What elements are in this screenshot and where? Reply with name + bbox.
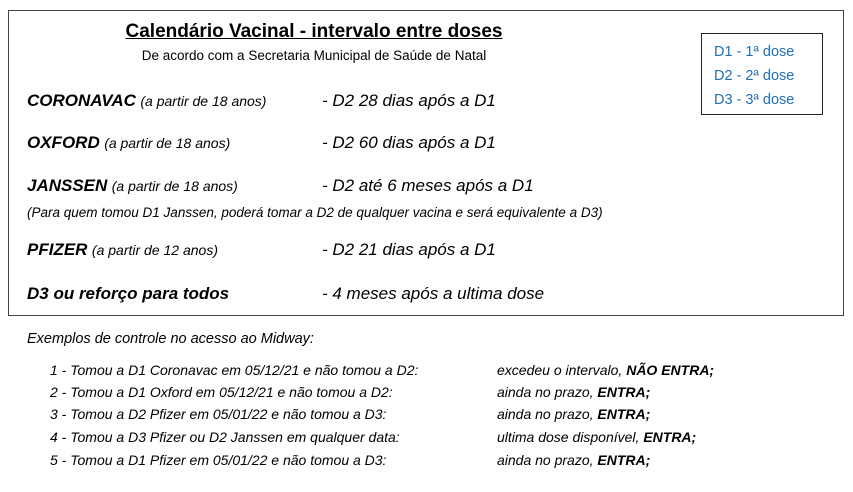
vaccine-age: (a partir de 18 anos) [104,135,231,151]
example-item [50,362,714,384]
example-status: ultima dose disponível, ENTRA; [497,429,697,445]
example-item [50,429,696,451]
example-item [50,406,650,428]
example-status: ainda no prazo, ENTRA; [497,452,651,468]
vaccine-name: CORONAVAC [27,91,136,110]
example-result: ENTRA; [597,406,651,422]
example-status: excedeu o intervalo, NÃO ENTRA; [497,362,715,378]
example-status: ainda no prazo, ENTRA; [497,406,651,422]
vaccine-name: JANSSEN [27,176,108,195]
vaccine-row-coronavac [27,91,496,115]
example-case: 2 - Tomou a D1 Oxford em 05/12/21 e não tomou a D2: [50,384,393,400]
legend-item-d2: D2 - 2ª dose [714,68,795,84]
example-case: 1 - Tomou a D1 Coronavac em 05/12/21 e não tomou a D2: [50,362,419,378]
vaccine-interval: - D2 até 6 meses após a D1 [322,176,534,195]
vaccine-row-booster [27,284,545,308]
vaccine-name: OXFORD [27,133,100,152]
dose-legend [701,33,823,115]
vaccine-age: (a partir de 18 anos) [111,178,238,194]
vaccine-interval: - 4 meses após a ultima dose [322,284,545,303]
vaccine-row-pfizer [27,240,496,264]
examples-title: Exemplos de controle no acesso ao Midway: [27,331,314,347]
vaccine-row-oxford [27,133,496,157]
example-case: 5 - Tomou a D1 Pfizer em 05/01/22 e não tomou a D3: [50,452,387,468]
legend-item-d3: D3 - 3ª dose [714,92,795,108]
page-title: Calendário Vacinal - intervalo entre doses [125,21,503,42]
vaccine-calendar-panel [8,10,844,316]
example-item [50,452,650,474]
vaccine-age: (a partir de 12 anos) [91,242,218,258]
example-case: 4 - Tomou a D3 Pfizer ou D2 Janssen em qualquer data: [50,429,400,445]
legend-item-d1: D1 - 1ª dose [714,44,795,60]
example-status: ainda no prazo, ENTRA; [497,384,651,400]
example-item [50,384,650,406]
example-result: ENTRA; [597,452,651,468]
page-subtitle: De acordo com a Secretaria Municipal de Saúde de Natal [141,48,487,63]
example-result: NÃO ENTRA; [626,362,715,378]
janssen-note: (Para quem tomou D1 Janssen, poderá tomar a D2 de qualquer vacina e será equivalente a D3) [27,205,603,220]
vaccine-name: D3 ou reforço para todos [27,284,230,303]
vaccine-name: PFIZER [27,240,88,259]
example-result: ENTRA; [643,429,697,445]
example-result: ENTRA; [597,384,651,400]
vaccine-age: (a partir de 18 anos) [140,93,267,109]
vaccine-interval: - D2 60 dias após a D1 [322,133,496,152]
vaccine-interval: - D2 28 dias após a D1 [322,91,496,110]
vaccine-interval: - D2 21 dias após a D1 [322,240,496,259]
vaccine-row-janssen [27,176,534,200]
example-case: 3 - Tomou a D2 Pfizer em 05/01/22 e não tomou a D3: [50,406,387,422]
